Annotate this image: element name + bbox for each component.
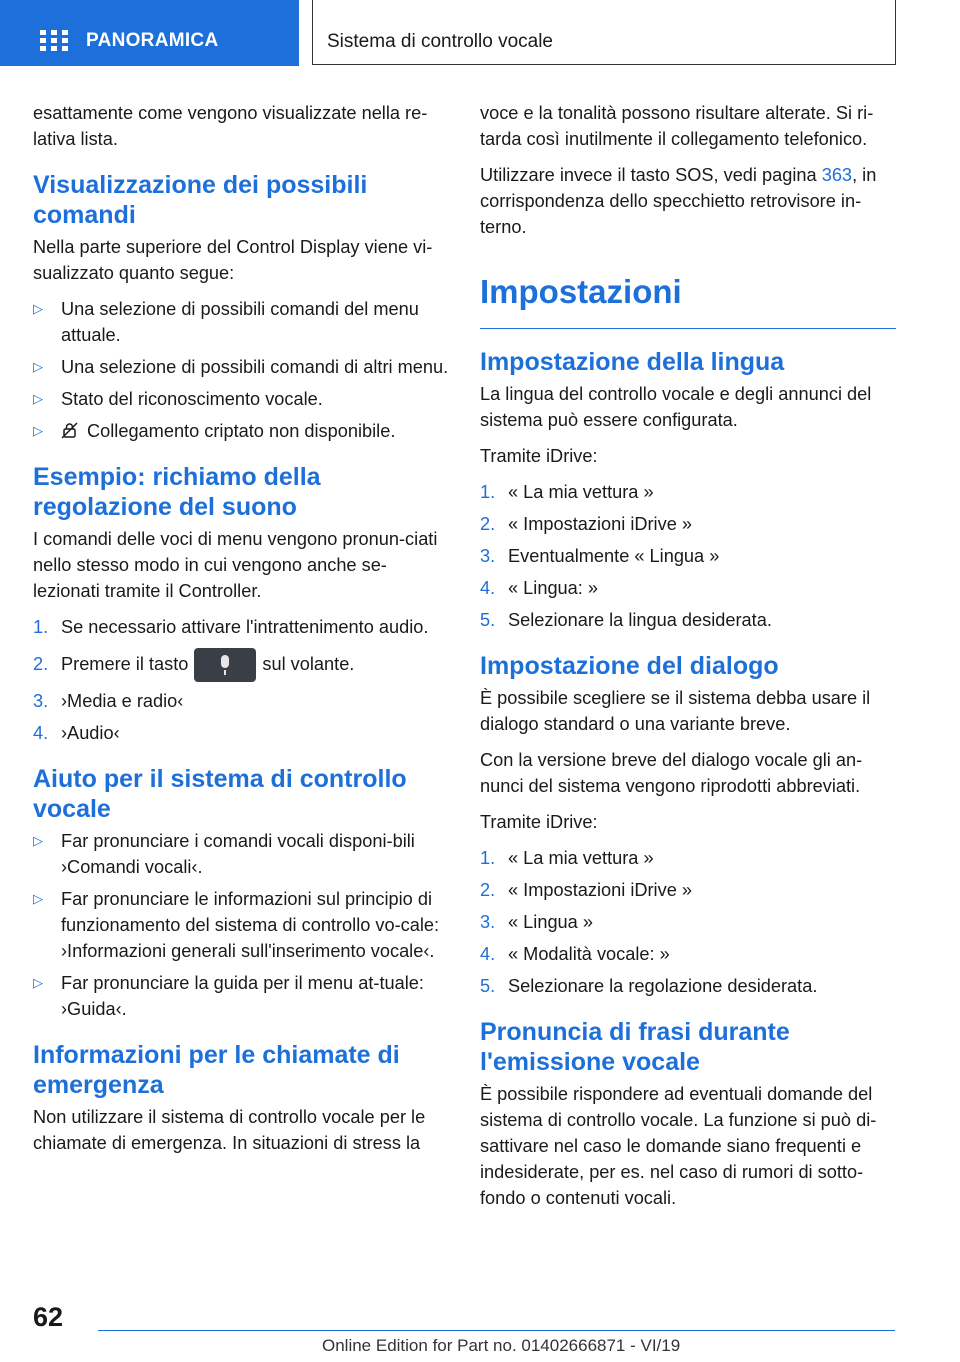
list-item: 1. Se necessario attivare l'intrattenimento audio.: [33, 617, 429, 637]
commands-text: Nella parte superiore del Control Display viene vi-sualizzato quanto segue:: [33, 237, 433, 283]
list-item: 4. ›Audio‹: [33, 723, 120, 744]
example-text: I comandi delle voci di menu vengono pronun-ciati nello stesso modo in cui vengono anche se-lezionati tramite il Controller.: [33, 529, 438, 601]
continued-text: voce e la tonalità possono risultare alterate. Si ri-tarda così inutilmente il collegamento telefonico.: [480, 103, 874, 149]
triangle-bullet-icon: ▷: [33, 301, 43, 316]
via-idrive-label: Tramite iDrive:: [480, 446, 598, 466]
triangle-bullet-icon: ▷: [33, 391, 43, 406]
grid-icon: [40, 30, 68, 52]
heading-barge-in: Pronuncia di frasi durante l'emissione vocale: [480, 1018, 790, 1076]
list-item: ▷ Far pronunciare la guida per il menu at-tuale: ›Guida‹.: [33, 970, 449, 1022]
right-column: [480, 100, 896, 1221]
chapter-label: Sistema di controllo vocale: [327, 31, 553, 52]
help-list: [33, 828, 449, 1022]
triangle-bullet-icon: ▷: [33, 975, 43, 991]
list-item: ▷ Far pronunciare i comandi vocali disponi-bili ›Comandi vocali‹.: [33, 828, 449, 880]
list-item: 4. « Modalità vocale: »: [480, 944, 670, 964]
language-steps: [480, 479, 896, 633]
header-section-tab[interactable]: [0, 0, 299, 66]
footer-edition: Online Edition for Part no. 01402666871 - VI/19: [322, 1336, 681, 1355]
triangle-bullet-icon: ▷: [33, 359, 43, 374]
heading-emergency: Informazioni per le chiamate di emergenza: [33, 1041, 400, 1100]
heading-example: Esempio: richiamo della regolazione del suono: [33, 463, 321, 521]
list-item: 4. « Lingua: »: [480, 578, 599, 598]
heading-dialog: Impostazione del dialogo: [480, 652, 779, 680]
list-item: ▷ Collegamento criptato non disponibile.: [33, 418, 449, 444]
page-number: 62: [33, 1302, 64, 1332]
triangle-bullet-icon: ▷: [33, 833, 43, 849]
list-item: 2. « Impostazioni iDrive »: [480, 880, 692, 900]
heading-help: Aiuto per il sistema di controllo vocale: [33, 765, 407, 824]
microphone-button-icon: [194, 648, 256, 682]
list-item: 2. « Impostazioni iDrive »: [480, 514, 692, 534]
intro-text: esattamente come vengono visualizzate nella re-lativa lista.: [33, 103, 428, 149]
encryption-unavailable-icon: [61, 422, 79, 440]
heading-commands: Visualizzazione dei possibili comandi: [33, 171, 368, 229]
footer-divider: [98, 1330, 895, 1331]
dialog-steps: [480, 845, 896, 999]
heading-language: Impostazione della lingua: [480, 348, 785, 376]
triangle-bullet-icon: ▷: [33, 423, 43, 438]
list-item: ▷ Una selezione di possibili comandi del menu attuale.: [33, 296, 449, 348]
header-chapter: [312, 0, 896, 65]
emergency-text: Non utilizzare il sistema di controllo vocale per le chiamate di emergenza. In situazioni di stress la: [33, 1107, 426, 1154]
heading-settings: Impostazioni: [480, 272, 896, 329]
list-item: 5. Selezionare la lingua desiderata.: [480, 610, 772, 630]
list-item: 3. Eventualmente « Lingua »: [480, 546, 720, 566]
list-item: 1. « La mia vettura »: [480, 482, 654, 502]
list-item: 2. Premere il tasto sul volante.: [33, 646, 449, 682]
example-steps: [33, 614, 449, 746]
barge-in-text: È possibile rispondere ad eventuali domande del sistema di controllo vocale. La funzione si può di-sattivare nel caso le domande siano frequenti e indesiderate, per es. nel caso di rumori di sotto-fondo o contenuti vocali.: [480, 1084, 877, 1208]
dialog-text-1: È possibile scegliere se il sistema debba usare il dialogo standard o una variante breve.: [480, 688, 871, 734]
section-label: PANORAMICA: [86, 30, 219, 51]
list-item: 3. ›Media e radio‹: [33, 691, 184, 712]
list-item: 1. « La mia vettura »: [480, 848, 654, 868]
language-text: La lingua del controllo vocale e degli annunci del sistema può essere configurata.: [480, 384, 872, 430]
list-item: ▷ Una selezione di possibili comandi di altri menu.: [33, 354, 449, 380]
commands-list: [33, 296, 449, 444]
list-item: 5. Selezionare la regolazione desiderata.: [480, 976, 818, 996]
dialog-text-2: Con la versione breve del dialogo vocale gli an-nunci del sistema vengono riprodotti abbreviati.: [480, 750, 863, 796]
sos-text: Utilizzare invece il tasto SOS, vedi pagina 363, in corrispondenza dello specchietto retrovisore in-terno.: [480, 165, 877, 237]
page-link[interactable]: 363: [821, 165, 853, 185]
via-idrive-label: Tramite iDrive:: [480, 812, 598, 832]
list-item: 3. « Lingua »: [480, 912, 593, 932]
list-item: ▷ Far pronunciare le informazioni sul principio di funzionamento del sistema di controllo vo-cale: ›Informazioni generali sull'inserimento vocale‹.: [33, 886, 449, 964]
list-item: ▷ Stato del riconoscimento vocale.: [33, 386, 449, 412]
left-column: [33, 100, 449, 1166]
triangle-bullet-icon: ▷: [33, 891, 43, 907]
